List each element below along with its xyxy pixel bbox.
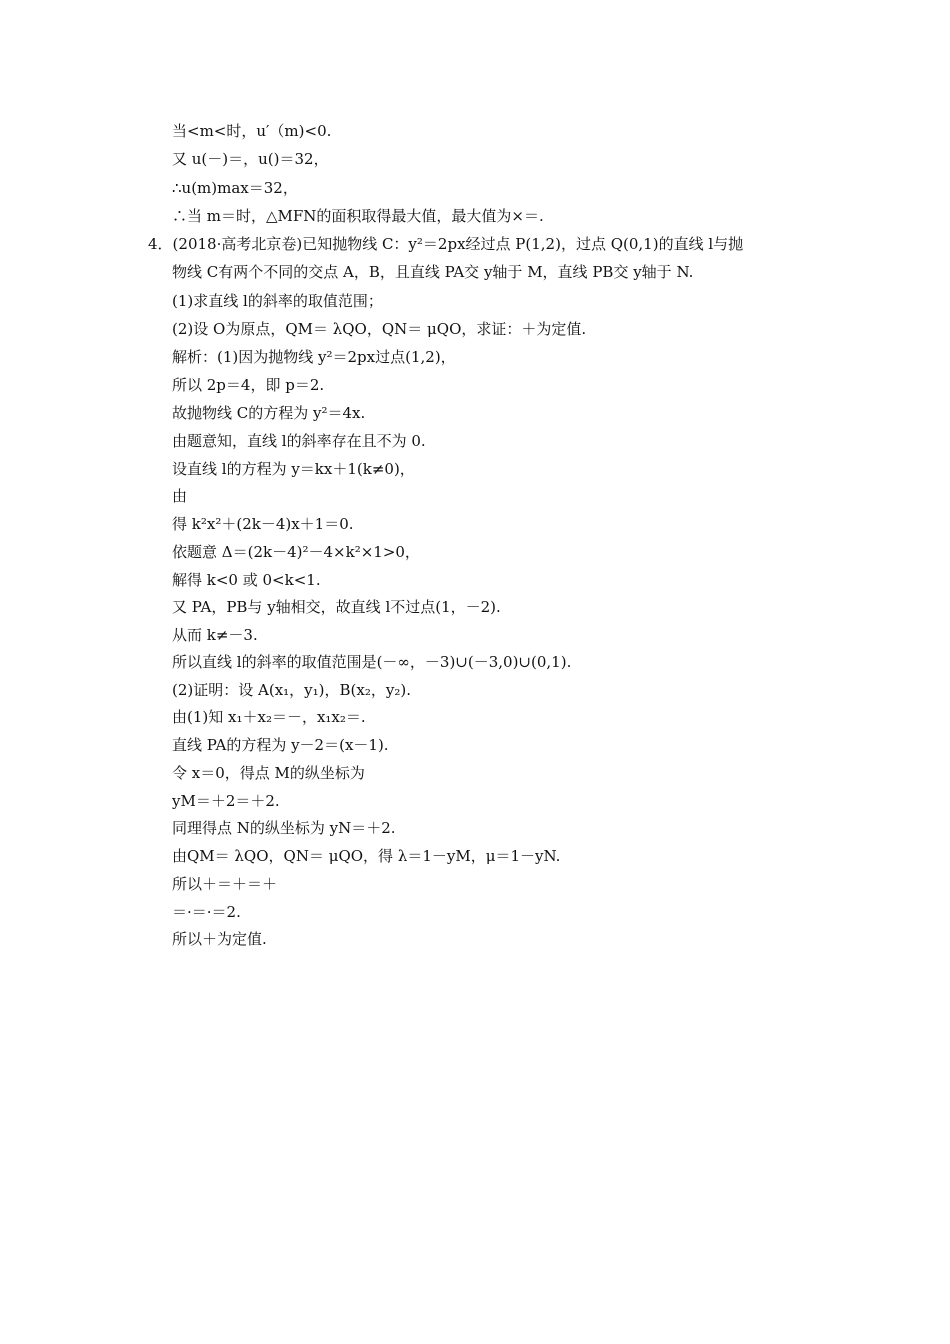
text-line: 直线 PA的方程为 y－2＝(x－1). bbox=[172, 736, 389, 754]
text-line: 依题意 Δ＝(2k－4)²－4×k²×1>0， bbox=[172, 543, 420, 561]
text-line: yM＝＋2＝＋2. bbox=[172, 792, 280, 810]
conclusion-line: 所以＋为定值. bbox=[172, 930, 267, 948]
text-line: 当<m<时，u′（m)<0. bbox=[172, 122, 332, 140]
proof-start: (2)证明：设 A(x₁，y₁)，B(x₂，y₂). bbox=[172, 681, 411, 699]
solution-start: 解析：(1)因为抛物线 y²＝2px过点(1,2)， bbox=[172, 348, 456, 366]
text-line: 解得 k<0 或 0<k<1. bbox=[172, 571, 321, 589]
text-line: ∴u(m)max＝32， bbox=[172, 179, 298, 197]
text-line: 由题意知，直线 l的斜率存在且不为 0. bbox=[172, 432, 426, 450]
text-line: 得 k²x²＋(2k－4)x＋1＝0. bbox=[172, 515, 354, 533]
text-line: 从而 k≠－3. bbox=[172, 626, 258, 644]
text-line: 所以＋＝＋＝＋ bbox=[172, 875, 278, 893]
text-line: 又 u(－)＝，u()＝32， bbox=[172, 150, 329, 168]
text-line: ＝·＝·＝2. bbox=[172, 903, 241, 921]
text-line: 所以 2p＝4，即 p＝2. bbox=[172, 376, 325, 394]
text-line: 同理得点 N的纵坐标为 yN＝＋2. bbox=[172, 819, 396, 837]
text-line: ∴当 m＝时，△MFN的面积取得最大值，最大值为×＝. bbox=[172, 207, 544, 225]
text-line: 故抛物线 C的方程为 y²＝4x. bbox=[172, 404, 366, 422]
text-line: 设直线 l的方程为 y＝kx＋1(k≠0)， bbox=[172, 460, 415, 478]
question-part-1: (1)求直线 l的斜率的取值范围； bbox=[172, 292, 383, 310]
text-line: 由 bbox=[172, 487, 188, 505]
text-line: 物线 C有两个不同的交点 A，B，且直线 PA交 y轴于 M，直线 PB交 y轴于 N. bbox=[172, 263, 694, 281]
text-line: 令 x＝0，得点 M的纵坐标为 bbox=[172, 764, 365, 782]
text-line: 所以直线 l的斜率的取值范围是(－∞，－3)∪(－3,0)∪(0,1). bbox=[172, 653, 572, 671]
text-line: 由(1)知 x₁＋x₂＝－，x₁x₂＝. bbox=[172, 708, 366, 726]
problem-4-heading: 4．(2018·高考北京卷)已知抛物线 C：y²＝2px经过点 P(1,2)，过点 Q(0,1)的直线 l与抛 bbox=[148, 235, 744, 253]
question-part-2: (2)设 O为原点，QM＝ λQO，QN＝ μQO，求证：＋为定值. bbox=[172, 320, 587, 338]
text-line: 又 PA，PB与 y轴相交，故直线 l不过点(1，－2). bbox=[172, 598, 501, 616]
text-line: 由QM＝ λQO，QN＝ μQO，得 λ＝1－yM，μ＝1－yN. bbox=[172, 847, 561, 865]
